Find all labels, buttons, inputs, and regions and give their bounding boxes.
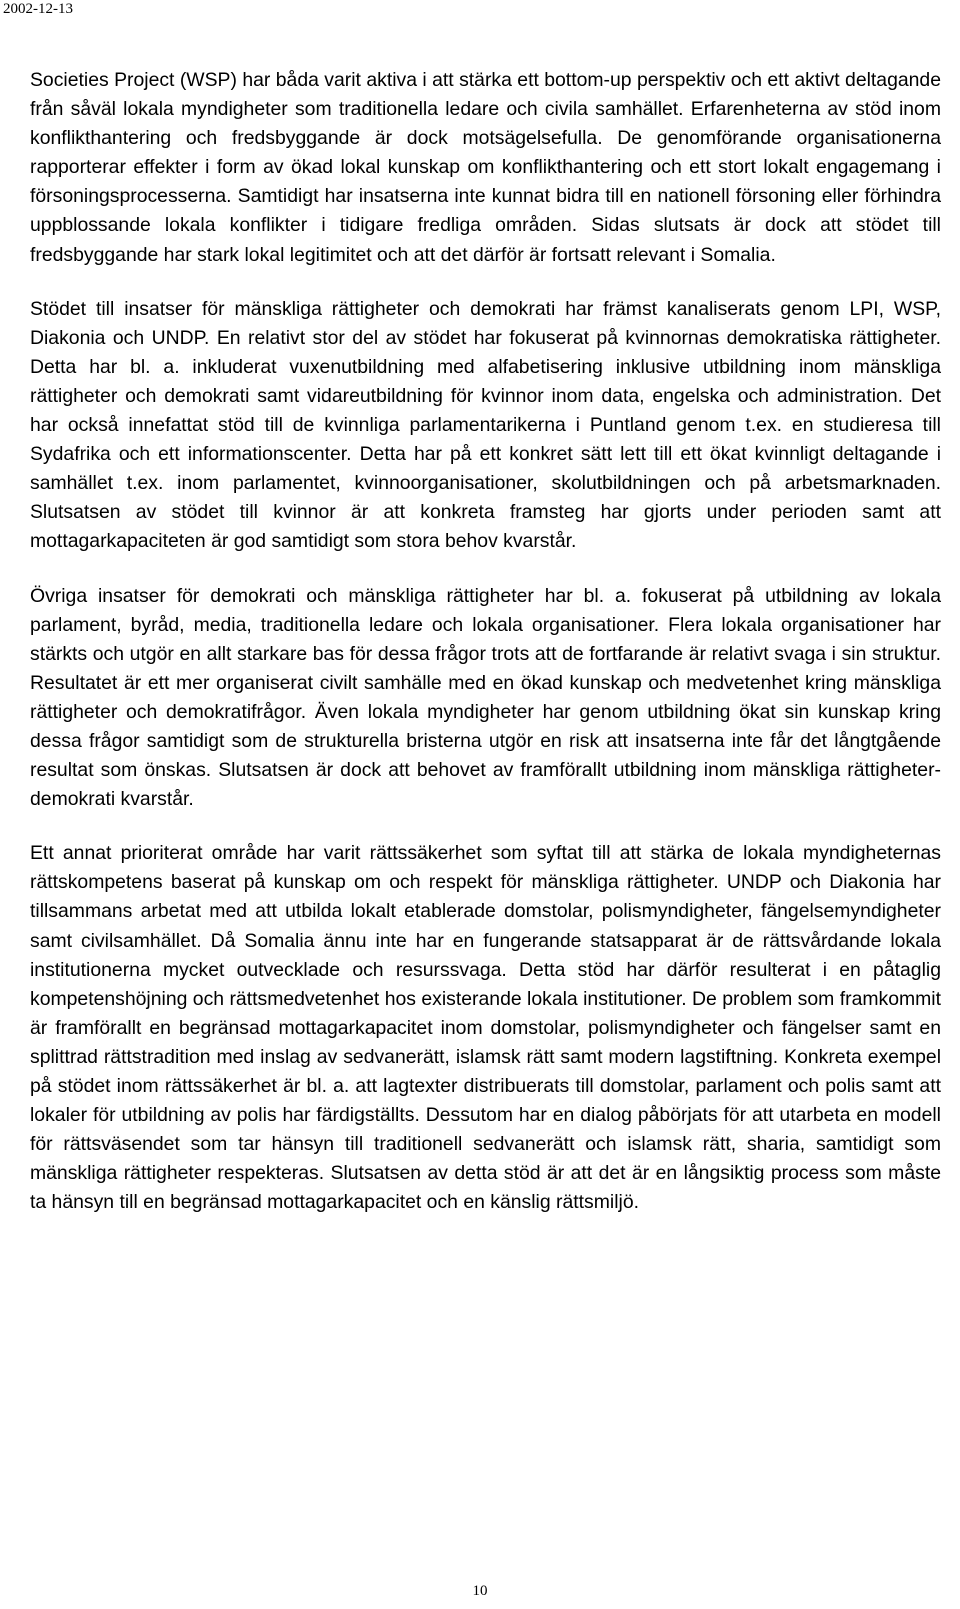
- paragraph-rule-of-law: Ett annat prioriterat område har varit rättssäkerhet som syftat till att stärka de lokala myndigheternas rättskompetens baserat på kunskap om och respekt för mänskliga rättigheter. UNDP och Diakonia har tillsammans arbetat med att utbilda lokalt etablerade domstolar, polismyndigheter, fängelsemyndigheter samt civilsamhället. Då Somalia ännu inte har en fungerande statsapparat är de rättsvårdande lokala institutionerna mycket outvecklade och resurssvaga. Detta stöd har därför resulterat i en påtaglig kompetenshöjning och rättsmedvetenhet hos existerande lokala institutioner. De problem som framkommit är framförallt en begränsad mottagarkapacitet inom domstolar, polismyndigheter och fängelser samt en splittrad rättstradition med inslag av sedvanerätt, islamsk rätt samt modern lagstiftning. Konkreta exempel på stödet inom rättssäkerhet är bl. a. att lagtexter distribuerats till domstolar, parlament och polis samt att lokaler för utbildning av polis har färdigställts. Dessutom har en dialog påbörjats för att utarbeta en modell för rättsväsendet som tar hänsyn till traditionell sedvanerätt och islamsk rätt, sharia, samtidigt som mänskliga rättigheter respekteras. Slutsatsen av detta stöd är att det är en långsiktig process som måste ta hänsyn till en begränsad mottagarkapacitet och en känslig rättsmiljö.: [30, 842, 941, 1214]
- page-number: 10: [472, 1583, 488, 1599]
- paragraph-human-rights-women: Stödet till insatser för mänskliga rättigheter och demokrati har främst kanaliserats genom LPI, WSP, Diakonia och UNDP. En relativt stor del av stödet har fokuserat på kvinnornas demokratiska rättigheter. Detta har bl. a. inkluderat vuxenutbildning med alfabetisering inklusive utbildning inom mänskliga rättigheter och demokrati samt vidareutbildning för kvinnor inom data, engelska och administration. Det har också innefattat stöd till de kvinnliga parlamentarikerna i Puntland genom t.ex. en studieresa till Sydafrika och ett informationscenter. Detta har på ett konkret sätt lett till ett ökat kvinnligt deltagande i samhället t.ex. inom parlamentet, kvinnoorganisationer, skolutbildningen och på arbetsmarknaden. Slutsatsen av stödet till kvinnor är att konkreta framsteg har gjorts under perioden samt att mottagarkapaciteten är god samtidigt som stora behov kvarstår.: [30, 297, 941, 553]
- document-body: [30, 66, 941, 1217]
- document-date: 2002-12-13: [3, 1, 73, 17]
- paragraph-democracy-education: Övriga insatser för demokrati och mänskliga rättigheter har bl. a. fokuserat på utbildning av lokala parlament, byråd, media, traditionella ledare och lokala organisationer. Flera lokala organisationer har stärkts och utgör en allt starkare bas för dessa frågor trots att de fortfarande är relativt svaga i sin struktur. Resultatet är ett mer organiserat civilt samhälle med en ökad kunskap och medvetenhet kring mänskliga rättigheter och demokratifrågor. Även lokala myndigheter har genom utbildning ökat sin kunskap kring dessa frågor samtidigt som de strukturella bristerna utgör en risk att insatserna inte får det långtgående resultat som önskas. Slutsatsen är dock att behovet av framförallt utbildning inom mänskliga rättigheter-demokrati kvarstår.: [30, 584, 941, 811]
- paragraph-peacebuilding: Societies Project (WSP) har båda varit aktiva i att stärka ett bottom-up perspektiv och ett aktivt deltagande från såväl lokala myndigheter som traditionella ledare och civila samhället. Erfarenheterna av stöd inom konflikthantering och fredsbyggande är dock motsägelsefulla. De genomförande organisationerna rapporterar effekter i form av ökad lokal kunskap om konflikthantering och ett stort lokalt engagemang i försoningsprocesserna. Samtidigt har insatserna inte kunnat bidra till en nationell försoning eller förhindra uppblossande lokala konflikter i tidigare fredliga områden. Sidas slutsats är dock att stödet till fredsbyggande har stark lokal legitimitet och att det därför är fortsatt relevant i Somalia.: [30, 69, 941, 266]
